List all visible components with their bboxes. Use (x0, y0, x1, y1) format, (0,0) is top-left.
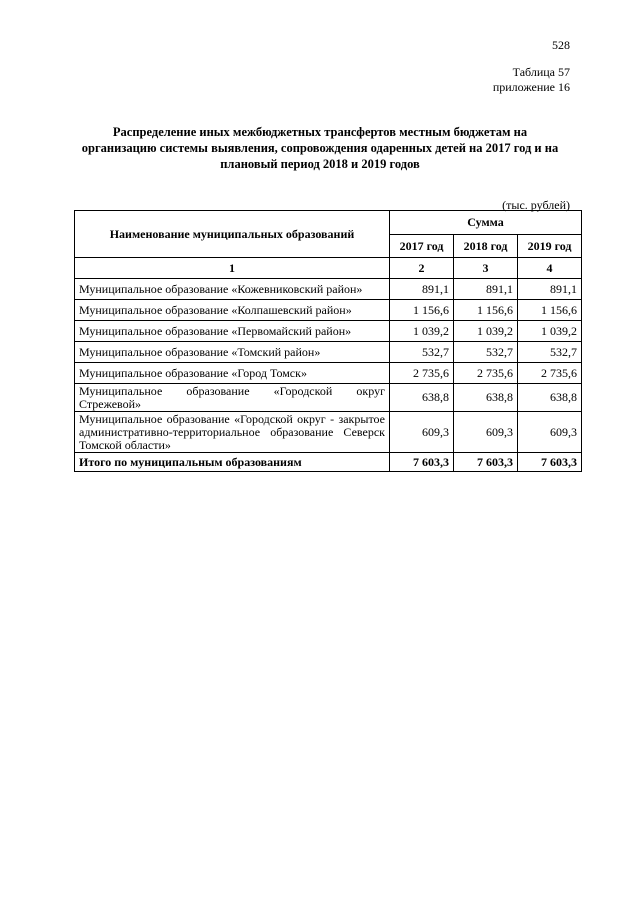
row-name: Муниципальное образование «Городской округ - закрытое административно-территориальное образование Северск Томской области» (75, 412, 390, 453)
header-name: Наименование муниципальных образований (75, 211, 390, 258)
row-value-2018: 609,3 (454, 412, 518, 453)
row-value-2019: 532,7 (518, 342, 582, 363)
table-reference (493, 65, 570, 95)
table-row (75, 321, 582, 342)
row-value-2018: 891,1 (454, 279, 518, 300)
total-value-2019: 7 603,3 (518, 453, 582, 472)
col-number-1: 1 (75, 258, 390, 279)
row-value-2019: 891,1 (518, 279, 582, 300)
row-value-2017: 1 039,2 (390, 321, 454, 342)
table-total-row (75, 453, 582, 472)
row-value-2017: 609,3 (390, 412, 454, 453)
row-name: Муниципальное образование «Томский район» (75, 342, 390, 363)
row-value-2018: 2 735,6 (454, 363, 518, 384)
total-name: Итого по муниципальным образованиям (75, 453, 390, 472)
row-name: Муниципальное образование «Город Томск» (75, 363, 390, 384)
table-row (75, 300, 582, 321)
col-number-4: 4 (518, 258, 582, 279)
appendix-number: приложение 16 (492, 80, 570, 94)
row-name: Муниципальное образование «Городской округ Стрежевой» (75, 384, 390, 412)
row-value-2017: 1 156,6 (390, 300, 454, 321)
row-value-2019: 2 735,6 (518, 363, 582, 384)
document-title: Распределение иных межбюджетных трансфертов местным бюджетам на организацию системы выявления, сопровождения одаренных детей на 2017 год и на плановый период 2018 и 2019 годов (81, 125, 559, 171)
col-number-2: 2 (390, 258, 454, 279)
row-value-2017: 532,7 (390, 342, 454, 363)
row-value-2017: 2 735,6 (390, 363, 454, 384)
header-year-2018: 2018 год (454, 235, 518, 258)
transfers-table (74, 210, 582, 472)
header-year-2019: 2019 год (518, 235, 582, 258)
row-value-2018: 532,7 (454, 342, 518, 363)
row-value-2019: 609,3 (518, 412, 582, 453)
table-row (75, 279, 582, 300)
table-row (75, 384, 582, 412)
row-value-2018: 1 156,6 (454, 300, 518, 321)
table-number: Таблица 57 (512, 65, 570, 79)
total-value-2017: 7 603,3 (390, 453, 454, 472)
table-row (75, 412, 582, 453)
row-name: Муниципальное образование «Первомайский район» (75, 321, 390, 342)
units-label: (тыс. рублей) (502, 198, 570, 212)
table-row (75, 342, 582, 363)
row-value-2019: 1 156,6 (518, 300, 582, 321)
row-value-2017: 891,1 (390, 279, 454, 300)
page-number: 528 (552, 38, 570, 52)
row-value-2018: 1 039,2 (454, 321, 518, 342)
row-name: Муниципальное образование «Колпашевский район» (75, 300, 390, 321)
header-year-2017: 2017 год (390, 235, 454, 258)
col-number-3: 3 (454, 258, 518, 279)
row-value-2017: 638,8 (390, 384, 454, 412)
row-value-2019: 638,8 (518, 384, 582, 412)
header-sum: Сумма (390, 211, 582, 235)
table-row (75, 363, 582, 384)
total-value-2018: 7 603,3 (454, 453, 518, 472)
row-name: Муниципальное образование «Кожевниковский район» (75, 279, 390, 300)
row-value-2018: 638,8 (454, 384, 518, 412)
row-value-2019: 1 039,2 (518, 321, 582, 342)
